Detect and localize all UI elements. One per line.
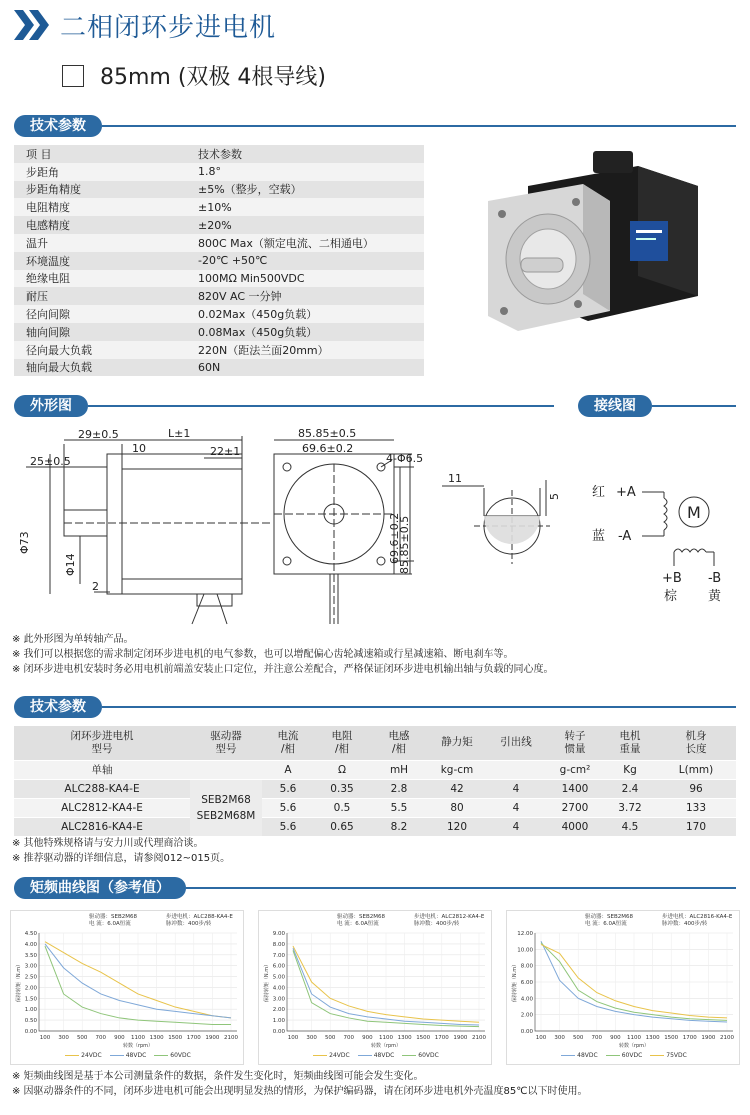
spec-value: ±10%	[194, 198, 424, 216]
y-tick-label: 0.00	[520, 1029, 533, 1035]
spec-key: 轴向间隙	[14, 323, 194, 341]
x-tick-label: 100	[535, 1035, 547, 1041]
chart-info-text: 步进电机：ALC2812-KA4-E	[414, 914, 485, 920]
legend-label: 60VDC	[170, 1052, 191, 1059]
chart-info-text: 脉冲数：400步/转	[166, 921, 212, 927]
spec-value: 0.08Max（450g负载）	[194, 323, 424, 341]
legend-item	[358, 1052, 395, 1059]
page-title: 二相闭环步进电机	[60, 12, 277, 43]
x-tick-label: 300	[554, 1035, 565, 1041]
y-tick-label: 10.00	[517, 947, 533, 954]
legend-item	[402, 1052, 439, 1059]
section-rule	[102, 125, 736, 127]
spec-row	[14, 216, 424, 234]
legend-label: 48VDC	[373, 1052, 395, 1059]
x-tick-label: 700	[591, 1035, 603, 1041]
x-tick-label: 1700	[434, 1035, 449, 1041]
wire-yellow-label: 黄	[708, 589, 722, 604]
x-tick-label: 500	[76, 1035, 88, 1041]
spec-key: 步距角	[14, 163, 194, 181]
x-tick-label: 2100	[472, 1035, 486, 1041]
section-rule	[88, 405, 554, 407]
x-tick-label: 1500	[168, 1035, 183, 1041]
y-tick-label: 9.00	[272, 931, 285, 937]
x-axis-label: 转数（rpm）	[370, 1043, 402, 1049]
note-line: ※ 此外形图为单转轴产品。	[12, 634, 134, 645]
header-text: 惯量	[564, 742, 586, 755]
x-tick-label: 300	[306, 1035, 317, 1041]
chart-legend	[259, 1052, 493, 1059]
spec-key: 径向间隙	[14, 305, 194, 323]
table-cell: 2.4	[604, 779, 656, 798]
chart-info-text: 步进电机：ALC288-KA4-E	[166, 914, 233, 920]
x-tick-label: 700	[343, 1035, 355, 1041]
section-title: 技术参数	[14, 115, 102, 137]
spec-row	[14, 198, 424, 216]
table-cell: 8.2	[370, 817, 428, 836]
dim-8585: 85.85±0.5	[298, 427, 357, 440]
legend-item	[313, 1052, 350, 1059]
legend-item	[65, 1052, 102, 1059]
header-text: 驱动器	[210, 729, 242, 742]
table-header-cell	[656, 726, 736, 760]
wiring-diagram	[586, 470, 736, 610]
header-text: 电阻	[331, 729, 353, 742]
spec-row	[14, 234, 424, 252]
header-text: 重量	[619, 742, 641, 755]
wire-red-label: 红	[592, 485, 606, 500]
x-tick-label: 1100	[131, 1035, 145, 1041]
header-text: 机身	[685, 729, 707, 742]
dim-73: Φ73	[18, 531, 31, 554]
dim-696-vertical: 69.6±0.2	[388, 512, 401, 564]
chart-legend	[507, 1052, 741, 1059]
wire-minus-a: -A	[618, 529, 632, 544]
y-tick-label: 2.50	[24, 974, 37, 981]
motor-photo	[488, 146, 710, 336]
legend-swatch	[402, 1055, 416, 1056]
model-name: ALC2816-KA4-E	[14, 817, 190, 836]
chart-info-text: 驱动器：SEB2M68	[585, 914, 633, 920]
chart-info-text: 电 流：6.0A恒流	[89, 921, 131, 927]
x-tick-label: 900	[610, 1035, 621, 1041]
y-axis-label: 保持转矩（N.m）	[512, 961, 518, 1003]
dim-14: Φ14	[64, 553, 77, 576]
x-tick-label: 1300	[149, 1035, 164, 1041]
dim-4phi: 4-Φ6.5	[386, 452, 424, 465]
section-rule	[186, 887, 736, 889]
table-header-cell	[14, 726, 190, 760]
spec-key: 项 目	[14, 145, 194, 163]
y-tick-label: 0.00	[272, 1029, 285, 1035]
table-cell: 170	[656, 817, 736, 836]
legend-swatch	[110, 1055, 124, 1056]
y-tick-label: 12.00	[517, 931, 533, 937]
table-cell: 4000	[546, 817, 604, 836]
x-tick-label: 1100	[379, 1035, 393, 1041]
page-header	[14, 8, 276, 42]
table-row	[14, 817, 736, 836]
section-header-tech	[14, 114, 736, 138]
table-row	[14, 779, 736, 798]
dim-22: 22±1	[210, 445, 241, 458]
x-tick-label: 1700	[186, 1035, 201, 1041]
spec-key: 电阻精度	[14, 198, 194, 216]
legend-label: 75VDC	[666, 1052, 687, 1059]
spec-value: 0.02Max（450g负载）	[194, 305, 424, 323]
table-cell: 4	[486, 798, 546, 817]
torque-chart	[10, 910, 244, 1065]
chart-plot	[11, 911, 245, 1066]
checkbox-icon	[62, 65, 84, 87]
dim-29: 29±0.5	[78, 428, 119, 441]
table-header-cell	[370, 726, 428, 760]
table-header-cell	[546, 726, 604, 760]
unit-cell: mH	[370, 760, 428, 779]
chart-info-text: 脉冲数：400步/转	[414, 921, 460, 927]
dim-10: 10	[132, 442, 146, 455]
y-tick-label: 8.00	[272, 941, 285, 948]
spec-value: 820V AC 一分钟	[194, 287, 424, 305]
page-subtitle-row	[62, 60, 326, 91]
dim-25: 25±0.5	[30, 455, 71, 468]
spec-key: 温升	[14, 234, 194, 252]
x-tick-label: 500	[572, 1035, 584, 1041]
unit-cell: Kg	[604, 760, 656, 779]
legend-label: 60VDC	[418, 1052, 439, 1059]
table-header-cell	[604, 726, 656, 760]
y-axis-label: 保持转矩（N.m）	[264, 961, 270, 1003]
note-line: ※ 矩频曲线图是基于本公司测量条件的数据，条件发生变化时，矩频曲线图可能会发生变化。	[12, 1071, 424, 1082]
header-text: /相	[391, 742, 407, 755]
legend-item	[561, 1052, 598, 1059]
legend-swatch	[606, 1055, 620, 1056]
note-line: ※ 推荐驱动器的详细信息，请参阅012~015页。	[12, 853, 231, 864]
chart-legend	[11, 1052, 245, 1059]
table-cell: 4.5	[604, 817, 656, 836]
y-tick-label: 4.00	[520, 996, 533, 1003]
table-cell: 120	[428, 817, 486, 836]
table-cell: 4	[486, 817, 546, 836]
table-cell: 5.6	[262, 798, 314, 817]
spec-value: ±20%	[194, 216, 424, 234]
chart-info-text: 电 流：6.0A恒流	[337, 921, 379, 927]
header-text: 电流	[277, 729, 299, 742]
legend-swatch	[650, 1055, 664, 1056]
curve-notes	[12, 1069, 748, 1099]
model-name: ALC2812-KA4-E	[14, 798, 190, 817]
spec-row	[14, 163, 424, 181]
section-title: 矩频曲线图（参考值）	[14, 877, 186, 899]
header-text: 型号	[215, 742, 237, 755]
wire-plus-a: +A	[616, 485, 636, 500]
note-line: ※ 因驱动器条件的不同，闭环步进电机可能会出现明显发热的情形，为保护编码器，请在闭环步进电机外壳温度85℃以下时使用。	[12, 1086, 588, 1097]
header-text: 转子	[564, 729, 586, 742]
model-name: ALC288-KA4-E	[14, 779, 190, 798]
dim-11: 11	[448, 472, 462, 485]
table-header-cell	[486, 726, 546, 760]
legend-label: 24VDC	[329, 1052, 350, 1059]
spec-value: -20℃ +50℃	[194, 252, 424, 270]
spec-value: 60N	[194, 359, 424, 377]
spec-value: 技术参数	[194, 145, 424, 163]
y-tick-label: 5.00	[272, 974, 285, 981]
unit-cell: g-cm²	[546, 760, 604, 779]
y-tick-label: 8.00	[520, 963, 533, 970]
y-tick-label: 1.00	[272, 1018, 285, 1025]
x-tick-label: 900	[114, 1035, 125, 1041]
y-tick-label: 6.00	[520, 980, 533, 986]
chart-info-text: 电 流：6.0A恒流	[585, 921, 627, 927]
table-cell: 2.8	[370, 779, 428, 798]
driver-model: SEB2M68	[201, 793, 251, 806]
header-text: 电机	[619, 729, 641, 742]
x-tick-label: 900	[362, 1035, 373, 1041]
table-header-cell	[314, 726, 370, 760]
spec-value: 100MΩ Min500VDC	[194, 270, 424, 288]
dim-696: 69.6±0.2	[302, 442, 354, 455]
legend-label: 60VDC	[621, 1052, 643, 1059]
table-cell: 96	[656, 779, 736, 798]
table-row	[14, 798, 736, 817]
table-header-cell	[262, 726, 314, 760]
table-cell: 5.6	[262, 817, 314, 836]
model-notes	[12, 836, 742, 866]
spec-key: 电感精度	[14, 216, 194, 234]
x-tick-label: 1100	[627, 1035, 641, 1041]
table-cell: 0.5	[314, 798, 370, 817]
spec-key: 绝缘电阻	[14, 270, 194, 288]
spec-row	[14, 341, 424, 359]
outline-drawing	[12, 424, 572, 632]
torque-chart	[506, 910, 740, 1065]
header-text: 长度	[685, 742, 707, 755]
spec-row	[14, 270, 424, 288]
dim-5: 5	[548, 493, 561, 500]
legend-swatch	[65, 1055, 79, 1056]
table-cell: 0.65	[314, 817, 370, 836]
y-tick-label: 1.50	[24, 996, 37, 1003]
table-header-cell	[428, 726, 486, 760]
y-tick-label: 4.00	[24, 941, 37, 948]
page-subtitle: 85mm (双极 4根导线)	[100, 65, 327, 90]
y-tick-label: 1.00	[24, 1007, 37, 1014]
spec-row	[14, 252, 424, 270]
table-cell: 5.5	[370, 798, 428, 817]
spec-row	[14, 181, 424, 199]
table-cell: 4	[486, 779, 546, 798]
chart-info-text: 步进电机：ALC2816-KA4-E	[662, 914, 733, 920]
legend-item	[650, 1052, 687, 1059]
section-rule	[102, 706, 736, 708]
x-tick-label: 100	[39, 1035, 51, 1041]
spec-key: 步距角精度	[14, 181, 194, 199]
table-cell: 42	[428, 779, 486, 798]
wire-minus-b: -B	[708, 571, 722, 586]
driver-cell	[190, 779, 262, 836]
driver-model: SEB2M68M	[196, 809, 256, 822]
unit-cell	[190, 760, 262, 779]
x-tick-label: 1900	[205, 1035, 220, 1041]
spec-row	[14, 323, 424, 341]
note-line: ※ 其他特殊规格请与安力川或代理商洽谈。	[12, 838, 204, 849]
x-tick-label: 100	[287, 1035, 299, 1041]
y-tick-label: 6.00	[272, 963, 285, 970]
spec-table	[14, 145, 424, 376]
spec-value: 220N（距法兰面20mm）	[194, 341, 424, 359]
x-tick-label: 1500	[664, 1035, 679, 1041]
spec-key: 环境温度	[14, 252, 194, 270]
chart-plot	[259, 911, 493, 1066]
legend-swatch	[154, 1055, 168, 1056]
dim-L: L±1	[168, 427, 191, 440]
section-header-wiring	[578, 394, 736, 418]
section-rule	[652, 405, 736, 407]
x-tick-label: 1700	[682, 1035, 697, 1041]
spec-value: 1.8°	[194, 163, 424, 181]
spec-key: 径向最大负载	[14, 341, 194, 359]
y-tick-label: 4.00	[272, 985, 285, 992]
wire-blue-label: 蓝	[592, 529, 606, 544]
table-cell: 133	[656, 798, 736, 817]
x-axis-label: 转数（rpm）	[122, 1043, 154, 1049]
unit-cell: kg-cm	[428, 760, 486, 779]
legend-label: 48VDC	[577, 1052, 598, 1059]
spec-value: 800C Max（额定电流、二相通电）	[194, 234, 424, 252]
table-header-cell	[190, 726, 262, 760]
y-tick-label: 2.00	[272, 1007, 285, 1014]
x-tick-label: 1300	[645, 1035, 660, 1041]
unit-cell: L(mm)	[656, 760, 736, 779]
y-tick-label: 7.00	[272, 952, 285, 959]
spec-value: ±5%（整步，空载）	[194, 181, 424, 199]
x-tick-label: 300	[58, 1035, 69, 1041]
dim-8585-vertical: 85.85±0.5	[398, 515, 411, 574]
section-title: 技术参数	[14, 696, 102, 718]
torque-chart	[258, 910, 492, 1065]
y-axis-label: 保持转矩（N.m）	[16, 961, 22, 1003]
header-text: 电感	[388, 729, 410, 742]
x-tick-label: 2100	[720, 1035, 734, 1041]
spec-row	[14, 287, 424, 305]
y-tick-label: 3.50	[24, 952, 37, 959]
double-chevron-icon	[14, 10, 52, 40]
wire-brown-label: 棕	[664, 589, 678, 604]
x-tick-label: 1300	[397, 1035, 412, 1041]
table-cell: 80	[428, 798, 486, 817]
table-cell: 1400	[546, 779, 604, 798]
header-text: /相	[280, 742, 296, 755]
table-cell: 0.35	[314, 779, 370, 798]
chart-plot	[507, 911, 741, 1066]
section-title: 外形图	[14, 395, 88, 417]
header-text: 闭环步进电机	[70, 729, 134, 742]
section-header-outline	[14, 394, 554, 418]
x-tick-label: 1900	[701, 1035, 716, 1041]
header-text: /相	[334, 742, 350, 755]
section-header-tech2	[14, 695, 736, 719]
model-table	[14, 726, 736, 837]
section-title: 接线图	[578, 395, 652, 417]
y-tick-label: 4.50	[24, 931, 37, 937]
header-text: 型号	[91, 742, 113, 755]
motor-symbol: M	[687, 503, 701, 522]
legend-item	[110, 1052, 147, 1059]
table-cell: 3.72	[604, 798, 656, 817]
legend-swatch	[358, 1055, 372, 1056]
x-tick-label: 2100	[224, 1035, 238, 1041]
outline-notes	[12, 632, 742, 677]
y-tick-label: 0.50	[24, 1018, 37, 1025]
spec-key: 耐压	[14, 287, 194, 305]
header-text: 静力矩	[441, 736, 473, 749]
y-tick-label: 2.00	[520, 1012, 533, 1019]
x-axis-label: 转数（rpm）	[618, 1043, 650, 1049]
legend-swatch	[313, 1055, 327, 1056]
y-tick-label: 3.00	[272, 996, 285, 1003]
table-cell: 2700	[546, 798, 604, 817]
unit-cell: A	[262, 760, 314, 779]
chart-info-text: 驱动器：SEB2M68	[89, 914, 137, 920]
legend-label: 48VDC	[125, 1052, 147, 1059]
spec-key: 轴向最大负载	[14, 359, 194, 377]
spec-row	[14, 305, 424, 323]
wire-plus-b: +B	[662, 571, 682, 586]
y-tick-label: 2.00	[24, 985, 37, 992]
header-text: 引出线	[500, 736, 532, 749]
note-line: ※ 我们可以根据您的需求制定闭环步进电机的电气参数，也可以增配偏心齿轮减速箱或行星减速箱、断电刹车等。	[12, 649, 514, 660]
unit-cell: Ω	[314, 760, 370, 779]
legend-label: 24VDC	[81, 1052, 102, 1059]
x-tick-label: 500	[324, 1035, 336, 1041]
note-line: ※ 闭环步进电机安装时务必用电机前端盖安装止口定位，并注意公差配合，严格保证闭环步进电机输出轴与负载的同心度。	[12, 664, 554, 675]
section-header-curve	[14, 876, 736, 900]
legend-item	[606, 1052, 643, 1059]
legend-item	[154, 1052, 191, 1059]
x-tick-label: 700	[95, 1035, 107, 1041]
unit-cell: 单轴	[14, 760, 190, 779]
y-tick-label: 0.00	[24, 1029, 37, 1035]
x-tick-label: 1900	[453, 1035, 468, 1041]
x-tick-label: 1500	[416, 1035, 431, 1041]
unit-cell	[486, 760, 546, 779]
legend-swatch	[561, 1055, 575, 1056]
spec-row	[14, 359, 424, 377]
dim-2: 2	[92, 580, 99, 593]
chart-info-text: 脉冲数：400步/转	[662, 921, 708, 927]
spec-row	[14, 145, 424, 163]
y-tick-label: 3.00	[24, 963, 37, 970]
table-cell: 5.6	[262, 779, 314, 798]
chart-info-text: 驱动器：SEB2M68	[337, 914, 385, 920]
